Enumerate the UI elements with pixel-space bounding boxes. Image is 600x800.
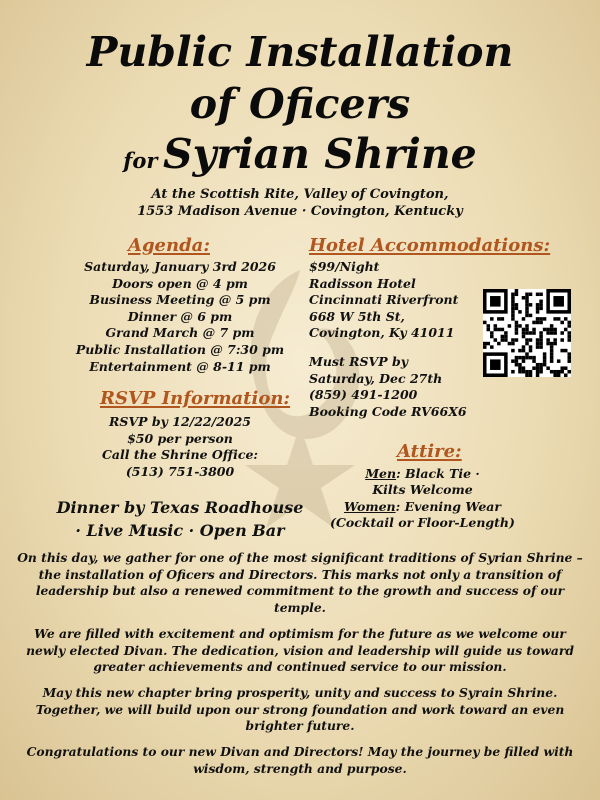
hotel-line: Must RSVP by — [309, 354, 408, 369]
attire-women-label: Women — [343, 498, 396, 514]
agenda-item: Public Installation @ 7:30 pm — [75, 341, 285, 357]
agenda-heading: Agenda: — [128, 235, 210, 256]
title-line-1: Public Installation — [86, 28, 514, 76]
agenda-item: Doors open @ 4 pm — [112, 275, 248, 291]
hotel-line: Covington, Ky 41011 — [309, 325, 455, 341]
paragraph-excitement: We are filled with excitement and optimism for the future as we welcome our newly elected Divan. The dedication, vision and leadership will guide us toward greater achievements and continued service to our mission. — [26, 626, 574, 674]
qr-code[interactable] — [483, 289, 571, 377]
attire-men-2: Kilts Welcome — [372, 482, 473, 498]
title-line-2: of Oficers — [189, 80, 411, 128]
paragraph-tradition: On this day, we gather for one of the most significant traditions of Syrian Shrine – the installation of Oficers and Directors. This marks not only a transition of leadership but also a renewed commitment to the growth and success of our temple. — [17, 550, 583, 615]
dinner-line-1: Dinner by Texas Roadhouse — [56, 498, 304, 517]
hotel-line: Booking Code RV66X6 — [309, 403, 467, 419]
attire-women — [320, 499, 525, 515]
hotel-line: Radisson Hotel — [309, 275, 416, 291]
rsvp-list — [50, 414, 310, 480]
rsvp-heading: RSVP Information: — [100, 388, 291, 409]
venue-line-1: At the Scottish Rite, Valley of Covington, — [151, 187, 449, 202]
venue-line-2: 1553 Madison Avenue · Covington, Kentucky — [137, 204, 463, 219]
attire-men — [320, 466, 525, 482]
hotel-line: 668 W 5th St, — [309, 308, 405, 324]
rsvp-item: Call the Shrine Office: — [101, 447, 259, 463]
hotel-heading: Hotel Accommodations: — [309, 235, 551, 256]
rsvp-item: (513) 751-3800 — [125, 463, 235, 479]
title-for-word: for — [123, 148, 158, 173]
rsvp-item: RSVP by 12/22/2025 — [109, 414, 251, 429]
agenda-list — [50, 259, 310, 375]
agenda-item: Saturday, January 3rd 2026 — [84, 259, 276, 274]
hotel-line: (859) 491-1200 — [309, 387, 418, 403]
hotel-booking — [309, 354, 467, 420]
agenda-item: Grand March @ 7 pm — [105, 325, 255, 341]
hotel-line: Saturday, Dec 27th — [309, 370, 443, 386]
paragraph-congratulations: Congratulations to our new Divan and Directors! May the journey be filled with wisdom, strength and purpose. — [26, 744, 574, 776]
attire-heading: Attire: — [397, 441, 462, 462]
attire-men-text: : Black Tie · — [396, 466, 480, 481]
rsvp-item: $50 per person — [127, 430, 233, 446]
attire-women-text: : Evening Wear — [395, 498, 501, 514]
title-syrian-shrine: Syrian Shrine — [162, 130, 477, 178]
agenda-item: Business Meeting @ 5 pm — [89, 292, 271, 308]
paragraph-new-chapter: May this new chapter bring prosperity, unity and success to Syrain Shrine. Together, we will build upon our strong foundation and work toward an even brighter future. — [35, 685, 565, 733]
attire-women-2: (Cocktail or Floor-Length) — [330, 515, 515, 531]
agenda-item: Entertainment @ 8-11 pm — [89, 358, 271, 374]
agenda-item: Dinner @ 6 pm — [127, 308, 233, 324]
title-line-3 — [0, 130, 600, 187]
hotel-line: $99/Night — [309, 259, 380, 274]
dinner-line-2: · Live Music · Open Bar — [75, 521, 285, 540]
attire-details — [320, 466, 525, 532]
hotel-details — [309, 259, 458, 342]
hotel-line: Cincinnati Riverfront — [309, 292, 459, 308]
attire-men-label: Men — [365, 466, 397, 481]
